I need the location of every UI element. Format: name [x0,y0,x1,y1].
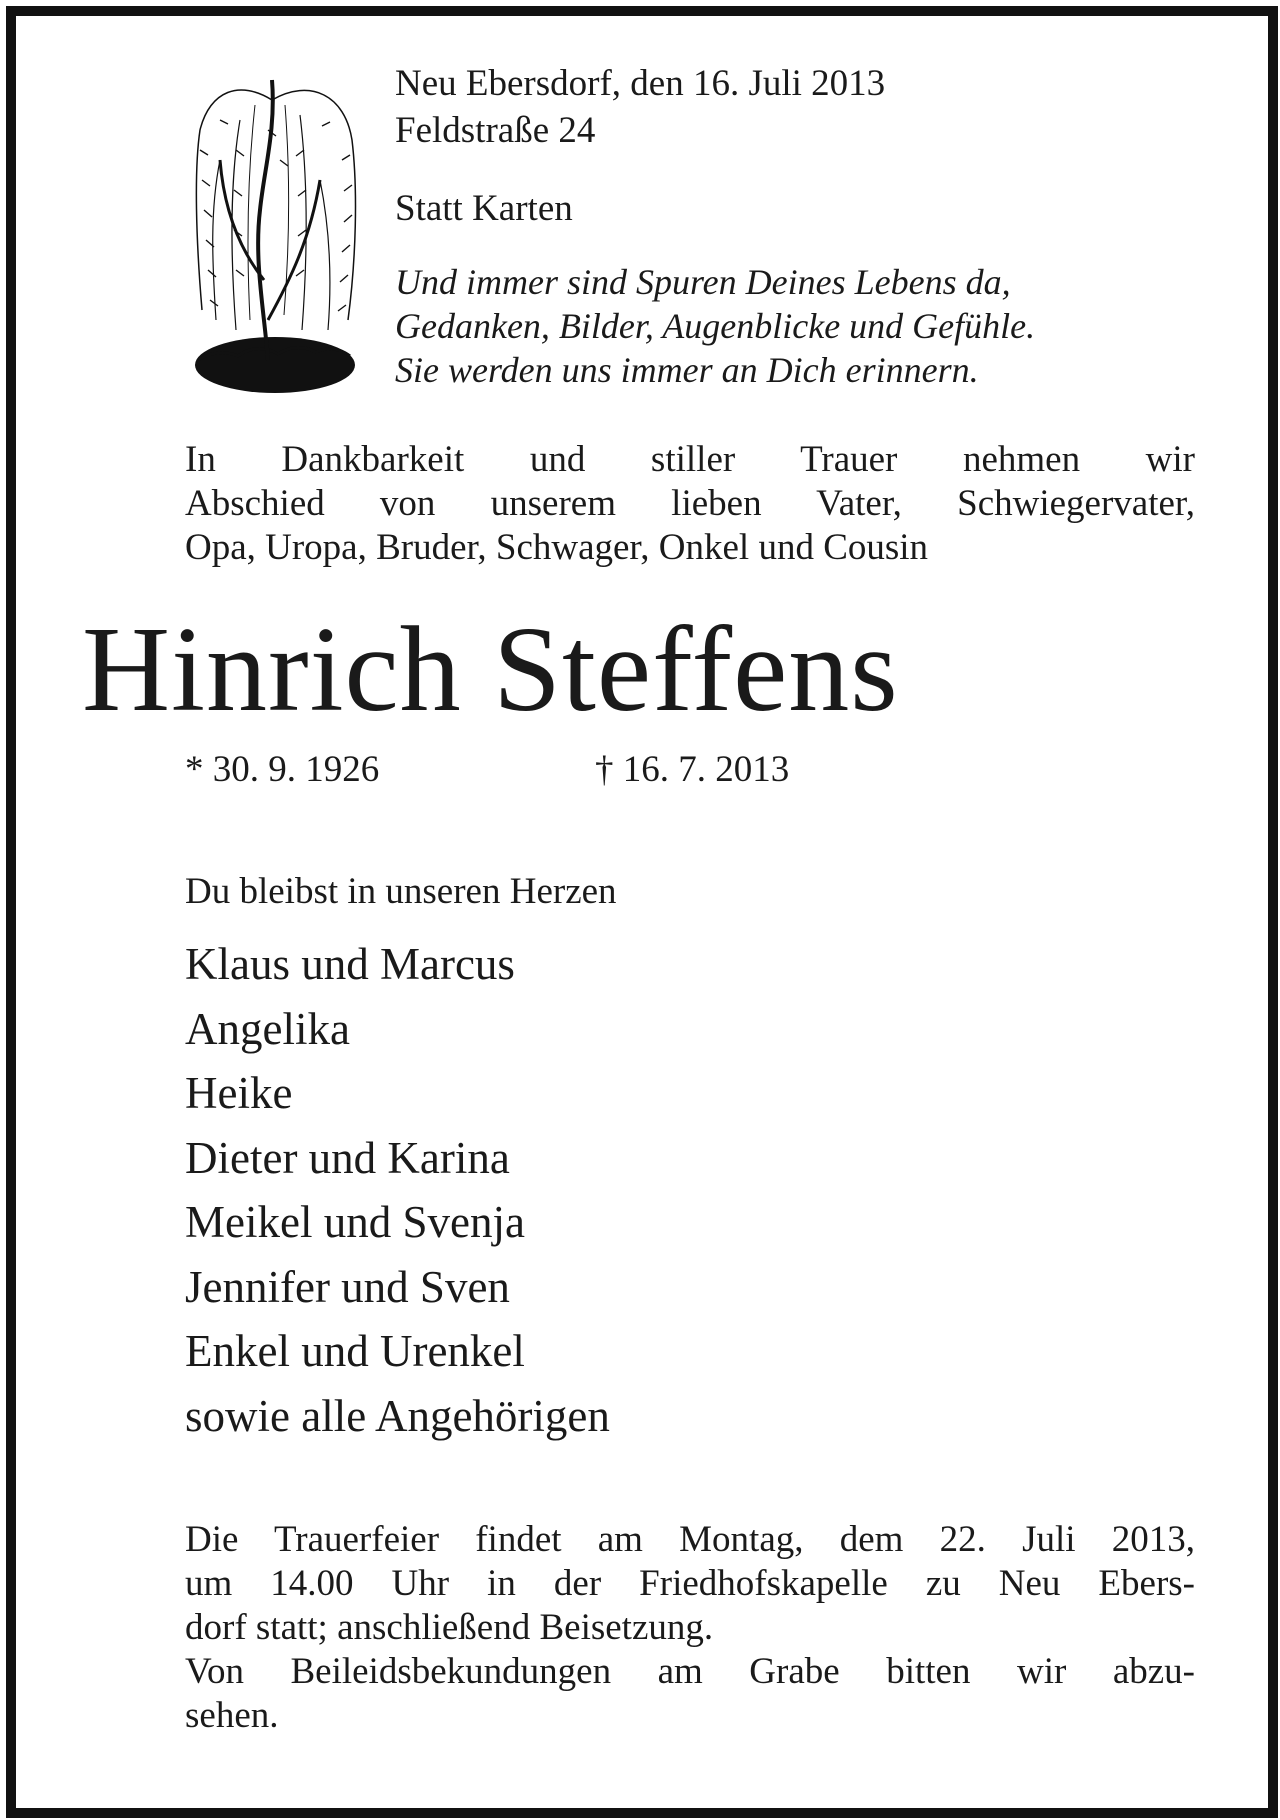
header-block [395,60,1215,392]
death-date: † 16. 7. 2013 [595,749,790,790]
mourner: sowie alle Angehörigen [185,1390,610,1441]
notice: Statt Karten [395,188,573,229]
willow-tree-icon [180,60,370,395]
funeral-line: Von Beileidsbekundungen am Grabe bitten wir abzu- [185,1651,1195,1692]
verse-line: Gedanken, Bilder, Augenblicke und Gefühle. [395,306,1036,346]
deceased-name: Hinrich Steffens [82,602,899,737]
mourner: Meikel und Svenja [185,1197,525,1247]
mourner: Dieter und Karina [185,1132,510,1183]
funeral-line: dorf statt; anschließend Beisetzung. [185,1607,714,1648]
intro-line: Opa, Uropa, Bruder, Schwager, Onkel und Cousin [185,527,929,568]
place-date: Neu Ebersdorf, den 16. Juli 2013 [395,63,886,104]
verse-line: Und immer sind Spuren Deines Lebens da, [395,262,1011,302]
funeral-line: Die Trauerfeier findet am Montag, dem 22. Juli 2013, [185,1519,1195,1560]
verse-line: Sie werden uns immer an Dich erinnern. [395,350,979,390]
mourner: Heike [185,1068,293,1118]
mourner: Angelika [185,1003,350,1054]
mourner: Jennifer und Sven [185,1261,510,1312]
intro-text [185,438,1195,570]
intro-line: In Dankbarkeit und stiller Trauer nehmen wir [185,439,1195,480]
intro-line: Abschied von unserem lieben Vater, Schwiegervater, [185,483,1195,524]
mourner: Klaus und Marcus [185,939,515,989]
funeral-line: sehen. [185,1695,279,1736]
address: Feldstraße 24 [395,110,596,151]
funeral-info [185,1518,1195,1738]
mourner: Enkel und Urenkel [185,1326,525,1376]
funeral-line: um 14.00 Uhr in der Friedhofskapelle zu Neu Ebers- [185,1563,1195,1604]
heart-line: Du bleibst in unseren Herzen [185,871,617,912]
mourners-list [185,932,610,1448]
birth-date: * 30. 9. 1926 [185,749,380,790]
verse [395,260,1215,392]
